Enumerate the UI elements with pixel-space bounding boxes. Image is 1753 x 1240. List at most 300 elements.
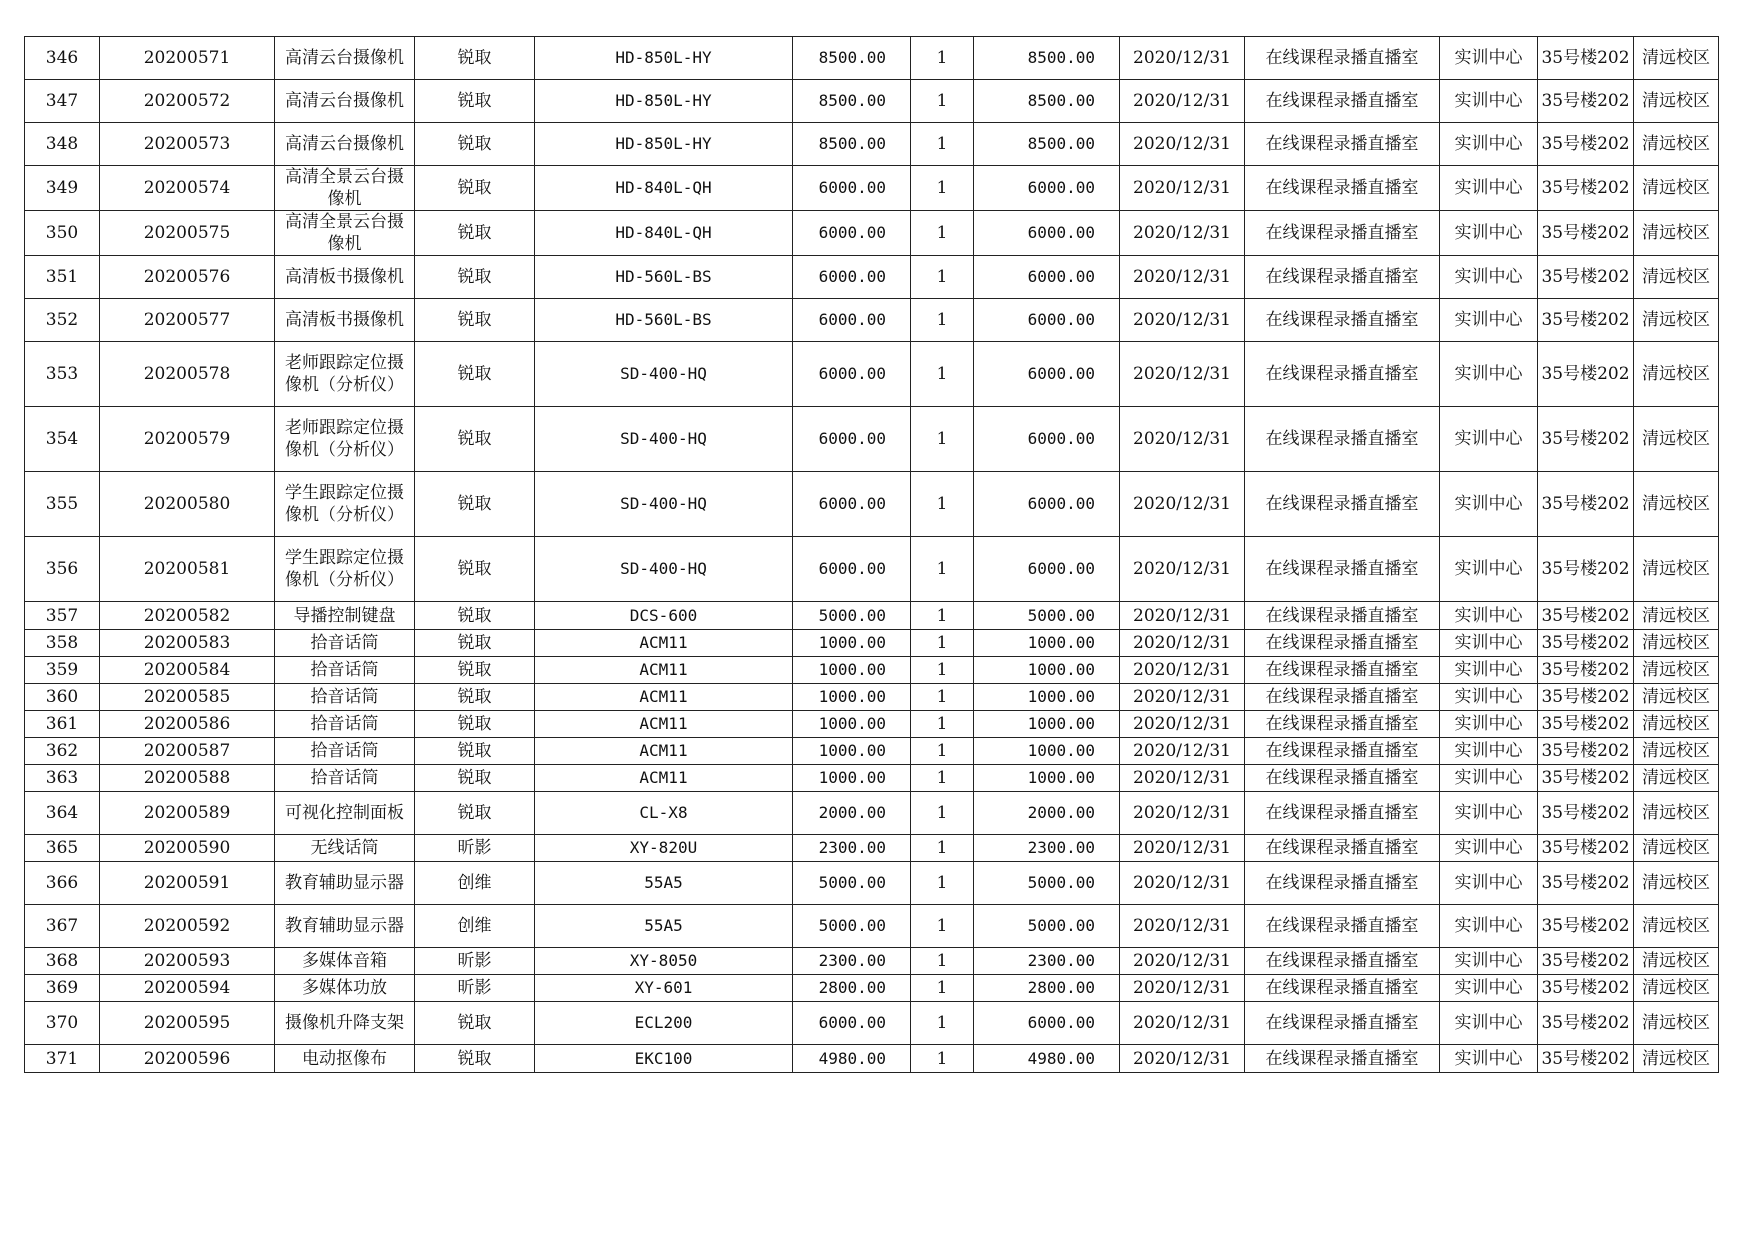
campus-cell: 清远校区 [1634, 711, 1719, 738]
total-amount-cell: 6000.00 [974, 299, 1120, 342]
total-amount-cell: 2300.00 [974, 835, 1120, 862]
campus-cell: 清远校区 [1634, 342, 1719, 407]
row-number-cell: 370 [25, 1002, 100, 1045]
quantity-cell: 1 [911, 975, 974, 1002]
quantity-cell: 1 [911, 256, 974, 299]
row-number-cell: 369 [25, 975, 100, 1002]
campus-cell: 清远校区 [1634, 905, 1719, 948]
room-cell: 35号楼202 [1538, 80, 1634, 123]
table-row [25, 342, 1719, 407]
date-cell: 2020/12/31 [1120, 835, 1245, 862]
date-cell: 2020/12/31 [1120, 684, 1245, 711]
department-cell: 实训中心 [1440, 407, 1538, 472]
date-cell: 2020/12/31 [1120, 905, 1245, 948]
brand-cell: 锐取 [415, 472, 535, 537]
date-cell: 2020/12/31 [1120, 975, 1245, 1002]
quantity-cell: 1 [911, 948, 974, 975]
department-cell: 实训中心 [1440, 792, 1538, 835]
department-cell: 实训中心 [1440, 37, 1538, 80]
item-name-cell: 学生跟踪定位摄像机（分析仪） [275, 537, 415, 602]
location-cell: 在线课程录播直播室 [1245, 407, 1440, 472]
quantity-cell: 1 [911, 684, 974, 711]
model-cell: HD-840L-QH [535, 211, 793, 256]
row-number-cell: 358 [25, 630, 100, 657]
row-number-cell: 361 [25, 711, 100, 738]
quantity-cell: 1 [911, 80, 974, 123]
campus-cell: 清远校区 [1634, 211, 1719, 256]
row-number-cell: 353 [25, 342, 100, 407]
asset-id-cell: 20200592 [100, 905, 275, 948]
asset-id-cell: 20200575 [100, 211, 275, 256]
quantity-cell: 1 [911, 299, 974, 342]
room-cell: 35号楼202 [1538, 37, 1634, 80]
department-cell: 实训中心 [1440, 256, 1538, 299]
asset-id-cell: 20200594 [100, 975, 275, 1002]
model-cell: DCS-600 [535, 602, 793, 630]
campus-cell: 清远校区 [1634, 684, 1719, 711]
department-cell: 实训中心 [1440, 765, 1538, 792]
brand-cell: 锐取 [415, 123, 535, 166]
campus-cell: 清远校区 [1634, 166, 1719, 211]
location-cell: 在线课程录播直播室 [1245, 1045, 1440, 1073]
date-cell: 2020/12/31 [1120, 211, 1245, 256]
brand-cell: 昕影 [415, 835, 535, 862]
campus-cell: 清远校区 [1634, 37, 1719, 80]
location-cell: 在线课程录播直播室 [1245, 256, 1440, 299]
room-cell: 35号楼202 [1538, 602, 1634, 630]
unit-price-cell: 6000.00 [793, 472, 911, 537]
quantity-cell: 1 [911, 472, 974, 537]
asset-id-cell: 20200574 [100, 166, 275, 211]
unit-price-cell: 4980.00 [793, 1045, 911, 1073]
total-amount-cell: 1000.00 [974, 711, 1120, 738]
room-cell: 35号楼202 [1538, 684, 1634, 711]
model-cell: ACM11 [535, 684, 793, 711]
department-cell: 实训中心 [1440, 835, 1538, 862]
department-cell: 实训中心 [1440, 1002, 1538, 1045]
row-number-cell: 367 [25, 905, 100, 948]
model-cell: ACM11 [535, 765, 793, 792]
row-number-cell: 366 [25, 862, 100, 905]
asset-id-cell: 20200572 [100, 80, 275, 123]
item-name-cell: 老师跟踪定位摄像机（分析仪） [275, 407, 415, 472]
row-number-cell: 354 [25, 407, 100, 472]
date-cell: 2020/12/31 [1120, 342, 1245, 407]
department-cell: 实训中心 [1440, 711, 1538, 738]
campus-cell: 清远校区 [1634, 80, 1719, 123]
item-name-cell: 多媒体功放 [275, 975, 415, 1002]
department-cell: 实训中心 [1440, 537, 1538, 602]
row-number-cell: 350 [25, 211, 100, 256]
campus-cell: 清远校区 [1634, 256, 1719, 299]
asset-id-cell: 20200579 [100, 407, 275, 472]
room-cell: 35号楼202 [1538, 905, 1634, 948]
table-row [25, 975, 1719, 1002]
asset-table [24, 36, 1719, 1073]
brand-cell: 锐取 [415, 711, 535, 738]
row-number-cell: 351 [25, 256, 100, 299]
brand-cell: 锐取 [415, 765, 535, 792]
quantity-cell: 1 [911, 407, 974, 472]
asset-id-cell: 20200593 [100, 948, 275, 975]
room-cell: 35号楼202 [1538, 472, 1634, 537]
location-cell: 在线课程录播直播室 [1245, 657, 1440, 684]
item-name-cell: 高清全景云台摄像机 [275, 166, 415, 211]
total-amount-cell: 6000.00 [974, 211, 1120, 256]
table-row [25, 211, 1719, 256]
location-cell: 在线课程录播直播室 [1245, 166, 1440, 211]
row-number-cell: 363 [25, 765, 100, 792]
unit-price-cell: 6000.00 [793, 166, 911, 211]
total-amount-cell: 2800.00 [974, 975, 1120, 1002]
brand-cell: 锐取 [415, 1002, 535, 1045]
model-cell: SD-400-HQ [535, 472, 793, 537]
table-row [25, 905, 1719, 948]
table-row [25, 166, 1719, 211]
unit-price-cell: 5000.00 [793, 862, 911, 905]
table-row [25, 472, 1719, 537]
asset-id-cell: 20200585 [100, 684, 275, 711]
campus-cell: 清远校区 [1634, 975, 1719, 1002]
quantity-cell: 1 [911, 1002, 974, 1045]
row-number-cell: 357 [25, 602, 100, 630]
location-cell: 在线课程录播直播室 [1245, 537, 1440, 602]
row-number-cell: 352 [25, 299, 100, 342]
campus-cell: 清远校区 [1634, 602, 1719, 630]
brand-cell: 锐取 [415, 80, 535, 123]
table-row [25, 738, 1719, 765]
asset-id-cell: 20200577 [100, 299, 275, 342]
model-cell: EKC100 [535, 1045, 793, 1073]
location-cell: 在线课程录播直播室 [1245, 792, 1440, 835]
location-cell: 在线课程录播直播室 [1245, 835, 1440, 862]
row-number-cell: 355 [25, 472, 100, 537]
department-cell: 实训中心 [1440, 630, 1538, 657]
quantity-cell: 1 [911, 792, 974, 835]
room-cell: 35号楼202 [1538, 407, 1634, 472]
location-cell: 在线课程录播直播室 [1245, 342, 1440, 407]
item-name-cell: 拾音话筒 [275, 657, 415, 684]
department-cell: 实训中心 [1440, 80, 1538, 123]
table-row [25, 711, 1719, 738]
location-cell: 在线课程录播直播室 [1245, 602, 1440, 630]
date-cell: 2020/12/31 [1120, 537, 1245, 602]
asset-id-cell: 20200583 [100, 630, 275, 657]
table-row [25, 684, 1719, 711]
room-cell: 35号楼202 [1538, 166, 1634, 211]
model-cell: ACM11 [535, 738, 793, 765]
model-cell: SD-400-HQ [535, 537, 793, 602]
asset-id-cell: 20200582 [100, 602, 275, 630]
date-cell: 2020/12/31 [1120, 256, 1245, 299]
total-amount-cell: 4980.00 [974, 1045, 1120, 1073]
unit-price-cell: 8500.00 [793, 80, 911, 123]
brand-cell: 创维 [415, 862, 535, 905]
asset-id-cell: 20200578 [100, 342, 275, 407]
quantity-cell: 1 [911, 602, 974, 630]
room-cell: 35号楼202 [1538, 211, 1634, 256]
room-cell: 35号楼202 [1538, 123, 1634, 166]
model-cell: CL-X8 [535, 792, 793, 835]
quantity-cell: 1 [911, 123, 974, 166]
department-cell: 实训中心 [1440, 975, 1538, 1002]
brand-cell: 锐取 [415, 1045, 535, 1073]
quantity-cell: 1 [911, 905, 974, 948]
total-amount-cell: 1000.00 [974, 738, 1120, 765]
item-name-cell: 高清板书摄像机 [275, 256, 415, 299]
campus-cell: 清远校区 [1634, 630, 1719, 657]
quantity-cell: 1 [911, 765, 974, 792]
model-cell: HD-850L-HY [535, 80, 793, 123]
brand-cell: 锐取 [415, 657, 535, 684]
row-number-cell: 368 [25, 948, 100, 975]
table-row [25, 407, 1719, 472]
date-cell: 2020/12/31 [1120, 862, 1245, 905]
item-name-cell: 学生跟踪定位摄像机（分析仪） [275, 472, 415, 537]
row-number-cell: 364 [25, 792, 100, 835]
unit-price-cell: 6000.00 [793, 407, 911, 472]
unit-price-cell: 2300.00 [793, 948, 911, 975]
department-cell: 实训中心 [1440, 684, 1538, 711]
location-cell: 在线课程录播直播室 [1245, 211, 1440, 256]
asset-id-cell: 20200584 [100, 657, 275, 684]
unit-price-cell: 5000.00 [793, 905, 911, 948]
campus-cell: 清远校区 [1634, 1002, 1719, 1045]
room-cell: 35号楼202 [1538, 256, 1634, 299]
brand-cell: 锐取 [415, 166, 535, 211]
brand-cell: 锐取 [415, 256, 535, 299]
date-cell: 2020/12/31 [1120, 738, 1245, 765]
table-row [25, 256, 1719, 299]
department-cell: 实训中心 [1440, 211, 1538, 256]
department-cell: 实训中心 [1440, 166, 1538, 211]
campus-cell: 清远校区 [1634, 948, 1719, 975]
room-cell: 35号楼202 [1538, 537, 1634, 602]
model-cell: HD-840L-QH [535, 166, 793, 211]
total-amount-cell: 6000.00 [974, 342, 1120, 407]
model-cell: HD-560L-BS [535, 256, 793, 299]
brand-cell: 锐取 [415, 684, 535, 711]
location-cell: 在线课程录播直播室 [1245, 948, 1440, 975]
campus-cell: 清远校区 [1634, 299, 1719, 342]
date-cell: 2020/12/31 [1120, 948, 1245, 975]
date-cell: 2020/12/31 [1120, 166, 1245, 211]
department-cell: 实训中心 [1440, 1045, 1538, 1073]
unit-price-cell: 1000.00 [793, 657, 911, 684]
location-cell: 在线课程录播直播室 [1245, 630, 1440, 657]
unit-price-cell: 6000.00 [793, 211, 911, 256]
campus-cell: 清远校区 [1634, 1045, 1719, 1073]
table-row [25, 657, 1719, 684]
unit-price-cell: 6000.00 [793, 1002, 911, 1045]
room-cell: 35号楼202 [1538, 738, 1634, 765]
room-cell: 35号楼202 [1538, 1002, 1634, 1045]
asset-id-cell: 20200576 [100, 256, 275, 299]
total-amount-cell: 6000.00 [974, 407, 1120, 472]
item-name-cell: 电动抠像布 [275, 1045, 415, 1073]
table-row [25, 37, 1719, 80]
department-cell: 实训中心 [1440, 602, 1538, 630]
total-amount-cell: 1000.00 [974, 657, 1120, 684]
item-name-cell: 教育辅助显示器 [275, 862, 415, 905]
asset-id-cell: 20200571 [100, 37, 275, 80]
date-cell: 2020/12/31 [1120, 711, 1245, 738]
date-cell: 2020/12/31 [1120, 123, 1245, 166]
unit-price-cell: 1000.00 [793, 765, 911, 792]
department-cell: 实训中心 [1440, 123, 1538, 166]
table-row [25, 862, 1719, 905]
asset-id-cell: 20200588 [100, 765, 275, 792]
quantity-cell: 1 [911, 166, 974, 211]
location-cell: 在线课程录播直播室 [1245, 472, 1440, 537]
room-cell: 35号楼202 [1538, 342, 1634, 407]
model-cell: 55A5 [535, 862, 793, 905]
model-cell: ACM11 [535, 630, 793, 657]
room-cell: 35号楼202 [1538, 862, 1634, 905]
model-cell: 55A5 [535, 905, 793, 948]
brand-cell: 锐取 [415, 630, 535, 657]
location-cell: 在线课程录播直播室 [1245, 684, 1440, 711]
row-number-cell: 348 [25, 123, 100, 166]
quantity-cell: 1 [911, 711, 974, 738]
item-name-cell: 可视化控制面板 [275, 792, 415, 835]
model-cell: XY-8050 [535, 948, 793, 975]
total-amount-cell: 1000.00 [974, 684, 1120, 711]
quantity-cell: 1 [911, 835, 974, 862]
item-name-cell: 导播控制键盘 [275, 602, 415, 630]
row-number-cell: 359 [25, 657, 100, 684]
department-cell: 实训中心 [1440, 948, 1538, 975]
room-cell: 35号楼202 [1538, 765, 1634, 792]
campus-cell: 清远校区 [1634, 472, 1719, 537]
department-cell: 实训中心 [1440, 905, 1538, 948]
department-cell: 实训中心 [1440, 299, 1538, 342]
unit-price-cell: 6000.00 [793, 342, 911, 407]
quantity-cell: 1 [911, 738, 974, 765]
total-amount-cell: 6000.00 [974, 472, 1120, 537]
brand-cell: 锐取 [415, 738, 535, 765]
table-row [25, 299, 1719, 342]
total-amount-cell: 5000.00 [974, 862, 1120, 905]
location-cell: 在线课程录播直播室 [1245, 1002, 1440, 1045]
campus-cell: 清远校区 [1634, 407, 1719, 472]
brand-cell: 昕影 [415, 948, 535, 975]
unit-price-cell: 2800.00 [793, 975, 911, 1002]
asset-id-cell: 20200595 [100, 1002, 275, 1045]
location-cell: 在线课程录播直播室 [1245, 765, 1440, 792]
unit-price-cell: 5000.00 [793, 602, 911, 630]
row-number-cell: 349 [25, 166, 100, 211]
unit-price-cell: 8500.00 [793, 123, 911, 166]
quantity-cell: 1 [911, 1045, 974, 1073]
campus-cell: 清远校区 [1634, 738, 1719, 765]
model-cell: HD-850L-HY [535, 37, 793, 80]
location-cell: 在线课程录播直播室 [1245, 975, 1440, 1002]
date-cell: 2020/12/31 [1120, 37, 1245, 80]
model-cell: ACM11 [535, 657, 793, 684]
quantity-cell: 1 [911, 657, 974, 684]
date-cell: 2020/12/31 [1120, 299, 1245, 342]
department-cell: 实训中心 [1440, 472, 1538, 537]
model-cell: HD-850L-HY [535, 123, 793, 166]
unit-price-cell: 1000.00 [793, 738, 911, 765]
unit-price-cell: 2300.00 [793, 835, 911, 862]
item-name-cell: 拾音话筒 [275, 738, 415, 765]
item-name-cell: 老师跟踪定位摄像机（分析仪） [275, 342, 415, 407]
room-cell: 35号楼202 [1538, 835, 1634, 862]
table-row [25, 630, 1719, 657]
model-cell: SD-400-HQ [535, 342, 793, 407]
total-amount-cell: 8500.00 [974, 80, 1120, 123]
brand-cell: 锐取 [415, 299, 535, 342]
total-amount-cell: 6000.00 [974, 1002, 1120, 1045]
total-amount-cell: 5000.00 [974, 905, 1120, 948]
date-cell: 2020/12/31 [1120, 792, 1245, 835]
table-row [25, 792, 1719, 835]
total-amount-cell: 1000.00 [974, 630, 1120, 657]
item-name-cell: 高清云台摄像机 [275, 123, 415, 166]
asset-id-cell: 20200596 [100, 1045, 275, 1073]
item-name-cell: 拾音话筒 [275, 630, 415, 657]
total-amount-cell: 2300.00 [974, 948, 1120, 975]
campus-cell: 清远校区 [1634, 657, 1719, 684]
table-row [25, 765, 1719, 792]
quantity-cell: 1 [911, 630, 974, 657]
item-name-cell: 多媒体音箱 [275, 948, 415, 975]
row-number-cell: 360 [25, 684, 100, 711]
campus-cell: 清远校区 [1634, 792, 1719, 835]
total-amount-cell: 2000.00 [974, 792, 1120, 835]
date-cell: 2020/12/31 [1120, 80, 1245, 123]
total-amount-cell: 5000.00 [974, 602, 1120, 630]
brand-cell: 锐取 [415, 602, 535, 630]
campus-cell: 清远校区 [1634, 765, 1719, 792]
total-amount-cell: 6000.00 [974, 166, 1120, 211]
item-name-cell: 拾音话筒 [275, 711, 415, 738]
room-cell: 35号楼202 [1538, 657, 1634, 684]
unit-price-cell: 2000.00 [793, 792, 911, 835]
asset-id-cell: 20200580 [100, 472, 275, 537]
location-cell: 在线课程录播直播室 [1245, 37, 1440, 80]
campus-cell: 清远校区 [1634, 123, 1719, 166]
row-number-cell: 362 [25, 738, 100, 765]
asset-id-cell: 20200573 [100, 123, 275, 166]
brand-cell: 锐取 [415, 211, 535, 256]
item-name-cell: 高清板书摄像机 [275, 299, 415, 342]
row-number-cell: 347 [25, 80, 100, 123]
unit-price-cell: 1000.00 [793, 630, 911, 657]
row-number-cell: 371 [25, 1045, 100, 1073]
table-row [25, 1002, 1719, 1045]
total-amount-cell: 8500.00 [974, 37, 1120, 80]
table-row [25, 835, 1719, 862]
model-cell: HD-560L-BS [535, 299, 793, 342]
location-cell: 在线课程录播直播室 [1245, 862, 1440, 905]
room-cell: 35号楼202 [1538, 1045, 1634, 1073]
model-cell: ACM11 [535, 711, 793, 738]
campus-cell: 清远校区 [1634, 537, 1719, 602]
table-row [25, 537, 1719, 602]
room-cell: 35号楼202 [1538, 630, 1634, 657]
quantity-cell: 1 [911, 342, 974, 407]
brand-cell: 锐取 [415, 537, 535, 602]
date-cell: 2020/12/31 [1120, 1045, 1245, 1073]
asset-id-cell: 20200581 [100, 537, 275, 602]
item-name-cell: 高清云台摄像机 [275, 80, 415, 123]
date-cell: 2020/12/31 [1120, 765, 1245, 792]
item-name-cell: 高清云台摄像机 [275, 37, 415, 80]
department-cell: 实训中心 [1440, 862, 1538, 905]
